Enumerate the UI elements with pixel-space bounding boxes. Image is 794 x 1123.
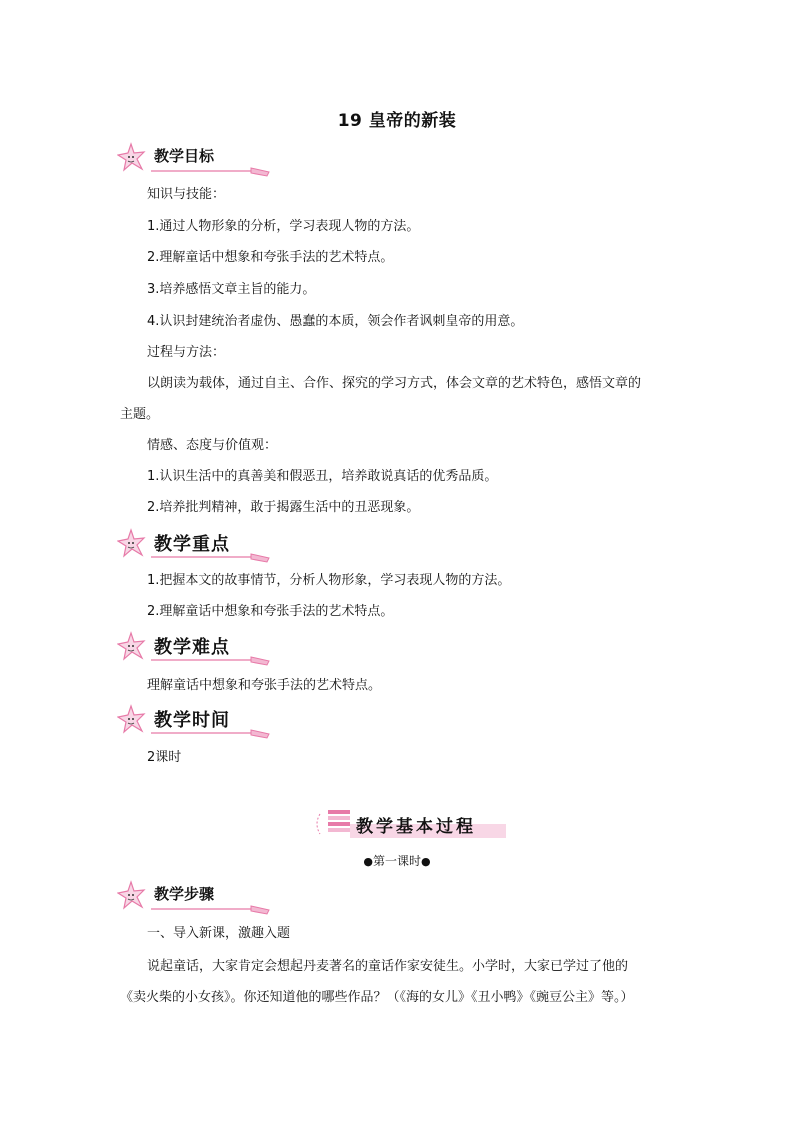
section-heading-goals bbox=[117, 142, 277, 176]
process-label: 过程与方法： bbox=[147, 345, 226, 360]
section-heading-difficulties bbox=[117, 631, 277, 665]
step-title: 一、导入新课，激趣入题 bbox=[147, 926, 291, 941]
list-item: 1.通过人物形象的分析，学习表现人物的方法。 bbox=[147, 219, 420, 234]
lesson-label-row bbox=[0, 852, 794, 869]
section-heading-label: 教学步骤 bbox=[154, 885, 215, 903]
emotion-label: 情感、态度与价值观： bbox=[147, 438, 278, 453]
pen-underline-icon bbox=[151, 653, 276, 667]
list-item: 3.培养感悟文章主旨的能力。 bbox=[147, 282, 316, 297]
section-heading-key-points bbox=[117, 528, 277, 562]
star-mascot-icon bbox=[117, 704, 153, 738]
lesson-label: 第一课时 bbox=[372, 854, 421, 868]
bullet-dot-icon: ● bbox=[421, 855, 431, 868]
section-heading-label: 教学时间 bbox=[154, 710, 230, 731]
star-mascot-icon bbox=[117, 528, 153, 562]
section-heading-label: 教学目标 bbox=[154, 147, 215, 165]
list-item: 2.培养批判精神，敢于揭露生活中的丑恶现象。 bbox=[147, 500, 420, 515]
pen-underline-icon bbox=[151, 726, 276, 740]
step-paragraph-cont: 《卖火柴的小女孩》。你还知道他的哪些作品？（《海的女儿》《丑小鸭》《豌豆公主》等。） bbox=[120, 990, 634, 1005]
section-heading-steps bbox=[117, 880, 277, 914]
process-banner bbox=[312, 804, 512, 844]
section-heading-label: 教学难点 bbox=[154, 637, 230, 658]
bullet-dot-icon: ● bbox=[363, 855, 373, 868]
process-text: 以朗读为载体，通过自主、合作、探究的学习方式，体会文章的艺术特色，感悟文章的 bbox=[147, 376, 642, 391]
list-item: 1.把握本文的故事情节，分析人物形象，学习表现人物的方法。 bbox=[147, 573, 511, 588]
time-text: 2课时 bbox=[147, 750, 182, 765]
knowledge-label: 知识与技能： bbox=[147, 187, 226, 202]
section-heading-time bbox=[117, 704, 277, 738]
section-heading-label: 教学重点 bbox=[154, 534, 230, 555]
list-item: 2.理解童话中想象和夸张手法的艺术特点。 bbox=[147, 250, 394, 265]
process-text-cont: 主题。 bbox=[120, 407, 160, 422]
list-item: 2.理解童话中想象和夸张手法的艺术特点。 bbox=[147, 604, 394, 619]
star-mascot-icon bbox=[117, 631, 153, 665]
page-title: 19 皇帝的新装 bbox=[337, 111, 457, 131]
pen-underline-icon bbox=[151, 550, 276, 564]
list-item: 4.认识封建统治者虚伪、愚蠢的本质，领会作者讽刺皇帝的用意。 bbox=[147, 314, 524, 329]
list-item: 1.认识生活中的真善美和假恶丑，培养敢说真话的优秀品质。 bbox=[147, 469, 498, 484]
pen-underline-icon bbox=[151, 164, 276, 178]
star-mascot-icon bbox=[117, 880, 153, 914]
step-paragraph: 说起童话，大家肯定会想起丹麦著名的童话作家安徒生。小学时，大家已学过了他的 bbox=[147, 959, 629, 974]
pen-underline-icon bbox=[151, 902, 276, 916]
process-heading: 教学基本过程 bbox=[356, 817, 476, 837]
star-mascot-icon bbox=[117, 142, 153, 176]
difficulty-text: 理解童话中想象和夸张手法的艺术特点。 bbox=[147, 678, 382, 693]
